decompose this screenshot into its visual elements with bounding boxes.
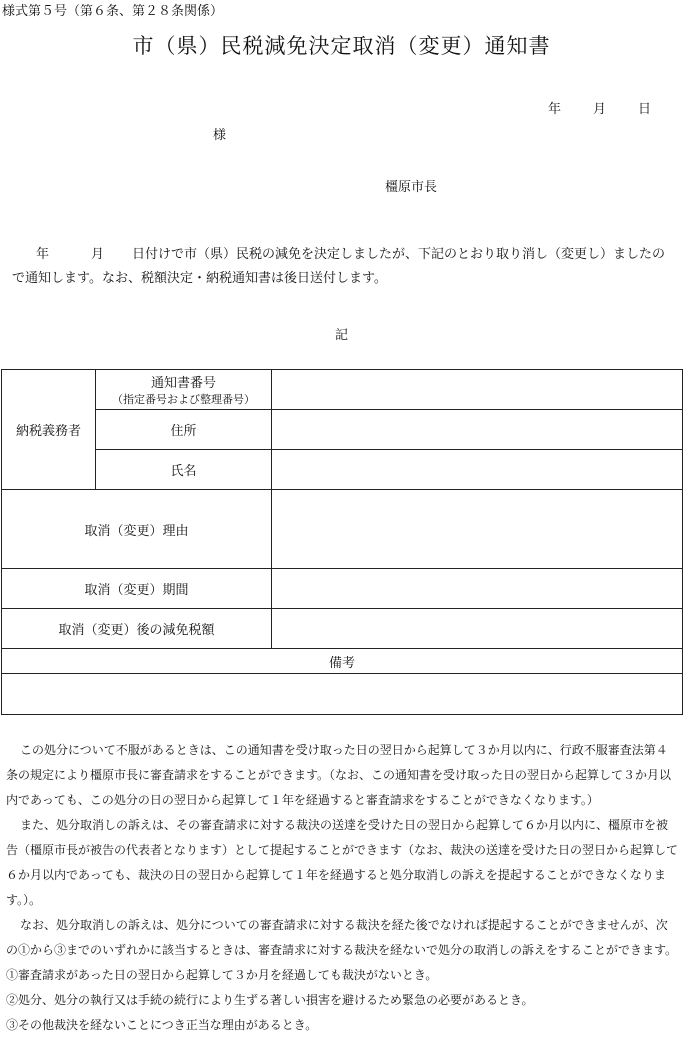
notice-number-label (96, 370, 272, 410)
taxpayer-label: 納税義務者 (2, 370, 96, 490)
document-title: 市（県）民税減免決定取消（変更）通知書 (132, 34, 551, 58)
address-label: 住所 (96, 410, 272, 450)
addressee-suffix: 様 (213, 128, 227, 143)
note-item-1: ①審査請求があった日の翌日から起算して３か月を経過しても裁決がないとき。 (6, 968, 438, 982)
note-appeal: この処分について不服があるときは、この通知書を受け取った日の翌日から起算して３か月以内に、行政不服審査法第４条の規定により橿原市長に審査請求をすることができます。（なお、この通知書を受け取った日の翌日から起算して３か月以内であっても、この処分の日の翌日から起算して１年を経過すると審査請求をすることができなくなります。） (6, 743, 672, 807)
form-number: 様式第５号（第６条、第２８条関係） (2, 4, 224, 19)
remarks-label: 備考 (2, 649, 683, 674)
remarks-field[interactable] (2, 674, 683, 715)
reason-field[interactable] (272, 490, 683, 569)
note-item-3: ③その他裁決を経ないことにつき正当な理由があるとき。 (6, 1018, 318, 1032)
issuer: 橿原市長 (385, 180, 438, 195)
date-month: 月 (593, 102, 607, 117)
date-day: 日 (638, 102, 652, 117)
period-field[interactable] (272, 569, 683, 609)
name-label: 氏名 (96, 450, 272, 490)
intro-month: 月 (91, 247, 105, 262)
intro-text: 日付けで市（県）民税の減免を決定しましたが、下記のとおり取り消し（変更し）ましたので通知します。なお、税額決定・納税通知書は後日送付します。 (12, 247, 666, 286)
ki-heading: 記 (334, 328, 348, 343)
note-lawsuit: また、処分取消しの訴えは、その審査請求に対する裁決の送達を受けた日の翌日から起算して６か月以内に、橿原市を被告（橿原市長が被告の代表者となります）として提起することができます（なお、裁決の送達を受けた日の翌日から起算して６か月以内であっても、裁決の日の翌日から起算して１年を経過すると処分取消しの訴えを提起することができなくなります。）。 (6, 818, 679, 907)
amount-field[interactable] (272, 609, 683, 649)
period-label: 取消（変更）期間 (2, 569, 272, 609)
address-field[interactable] (272, 410, 683, 450)
amount-label: 取消（変更）後の減免税額 (2, 609, 272, 649)
notice-number-title: 通知書番号 (150, 376, 216, 391)
notice-number-note: （指定番号および整理番号） (112, 393, 255, 406)
notes-section (6, 738, 678, 1038)
date-year: 年 (548, 102, 562, 117)
note-exception: なお、処分取消しの訴えは、処分についての審査請求に対する裁決を経た後でなければ提起することができませんが、次の①から③までのいずれかに該当するときは、審査請求に対する裁決を経ないで処分の取消しの訴えをすることができます。 (6, 918, 678, 957)
notice-number-field[interactable] (272, 370, 683, 410)
intro-year: 年 (36, 247, 50, 262)
note-item-2: ②処分、処分の執行又は手続の続行により生ずる著しい損害を避けるため緊急の必要があるとき。 (6, 993, 534, 1007)
name-field[interactable] (272, 450, 683, 490)
intro-paragraph (12, 243, 672, 291)
record-table (1, 369, 683, 715)
reason-label: 取消（変更）理由 (2, 490, 272, 569)
